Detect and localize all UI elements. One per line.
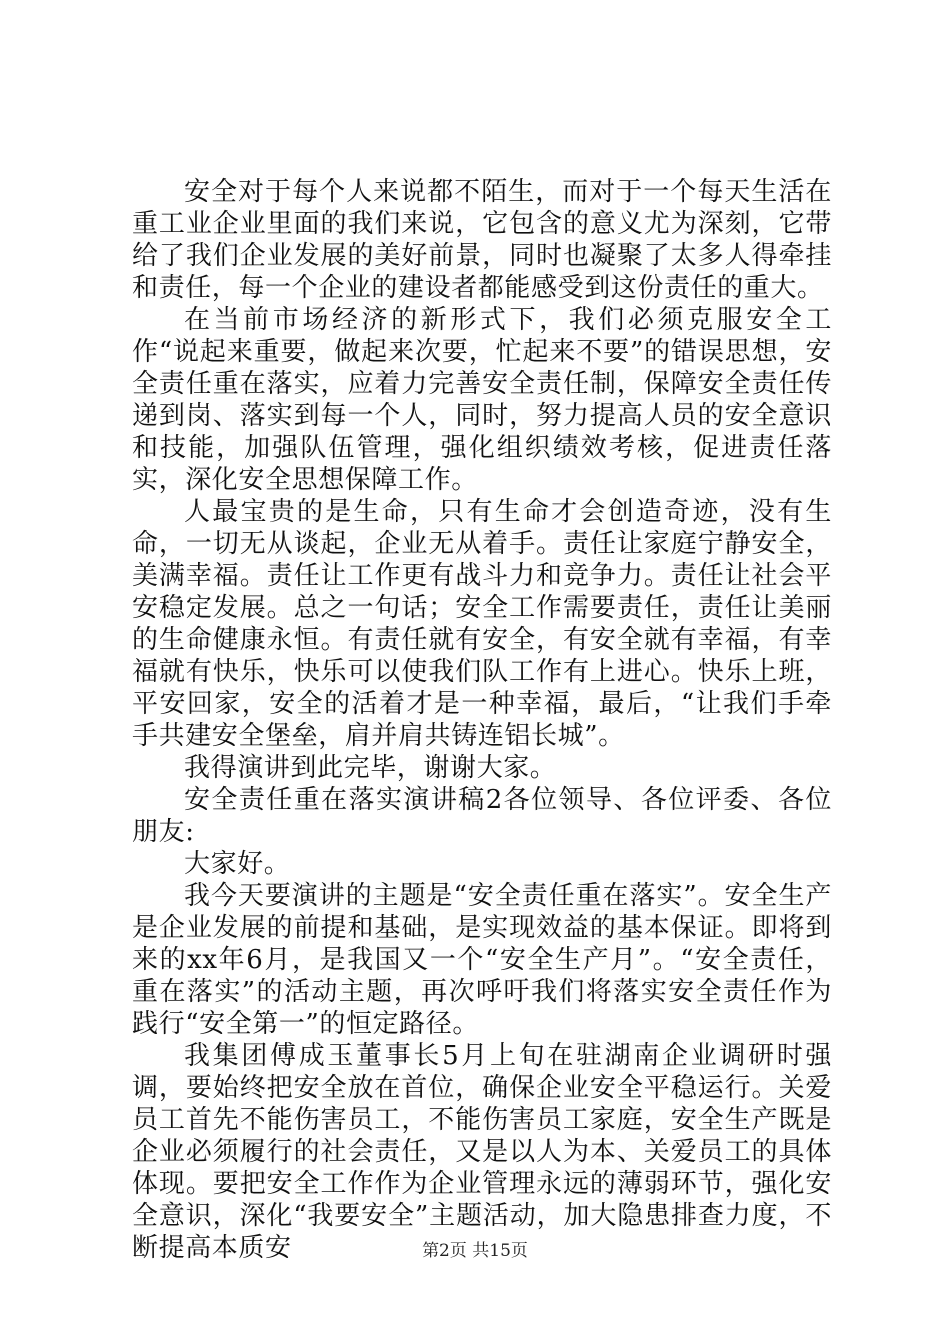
paragraph-1: 安全对于每个人来说都不陌生，而对于一个每天生活在重工业企业里面的我们来说，它包含的意义尤为深刻，它带给了我们企业发展的美好前景，同时也凝聚了太多人得牵挂和责任，每一个企业的建设者都能感受到这份责任的重大。	[132, 177, 832, 303]
paragraph-6: 大家好。	[184, 849, 291, 879]
paragraph-3: 人最宝贵的是生命，只有生命才会创造奇迹，没有生命，一切无从谈起，企业无从着手。责任让家庭宁静安全，美满幸福。责任让工作更有战斗力和竞争力。责任让社会平安稳定发展。总之一句话；安全工作需要责任，责任让美丽的生命健康永恒。有责任就有安全，有安全就有幸福，有幸福就有快乐，快乐可以使我们队工作有上进心。快乐上班，平安回家，安全的活着才是一种幸福，最后，“让我们手牵手共建安全堡垒，肩并肩共铸连铝长城”。	[132, 497, 832, 751]
paragraph-5: 安全责任重在落实演讲稿2各位领导、各位评委、各位朋友:	[132, 785, 832, 847]
paragraph-8: 我集团傅成玉董事长5月上旬在驻湖南企业调研时强调，要始终把安全放在首位，确保企业安全平稳运行。关爱员工首先不能伤害员工，不能伤害员工家庭，安全生产既是企业必须履行的社会责任，又是以人为本、关爱员工的具体体现。要把安全工作作为企业管理永远的薄弱环节，强化安全意识，深化“我要安全”主题活动，加大隐患排查力度，不断提高本质安	[132, 1041, 832, 1263]
page-footer: 第2页 共15页	[422, 1241, 528, 1261]
paragraph-7: 我今天要演讲的主题是“安全责任重在落实”。安全生产是企业发展的前提和基础，是实现效益的基本保证。即将到来的xx年6月，是我国又一个“安全生产月”。“安全责任，重在落实”的活动主题，再次呼吁我们将落实安全责任作为践行“安全第一”的恒定路径。	[132, 881, 832, 1039]
paragraph-4: 我得演讲到此完毕，谢谢大家。	[184, 753, 557, 783]
document-body	[132, 176, 832, 1264]
paragraph-2: 在当前市场经济的新形式下，我们必须克服安全工作“说起来重要，做起来次要，忙起来不要”的错误思想，安全责任重在落实，应着力完善安全责任制，保障安全责任传递到岗、落实到每一个人，同时，努力提高人员的安全意识和技能，加强队伍管理，强化组织绩效考核，促进责任落实，深化安全思想保障工作。	[132, 305, 832, 495]
